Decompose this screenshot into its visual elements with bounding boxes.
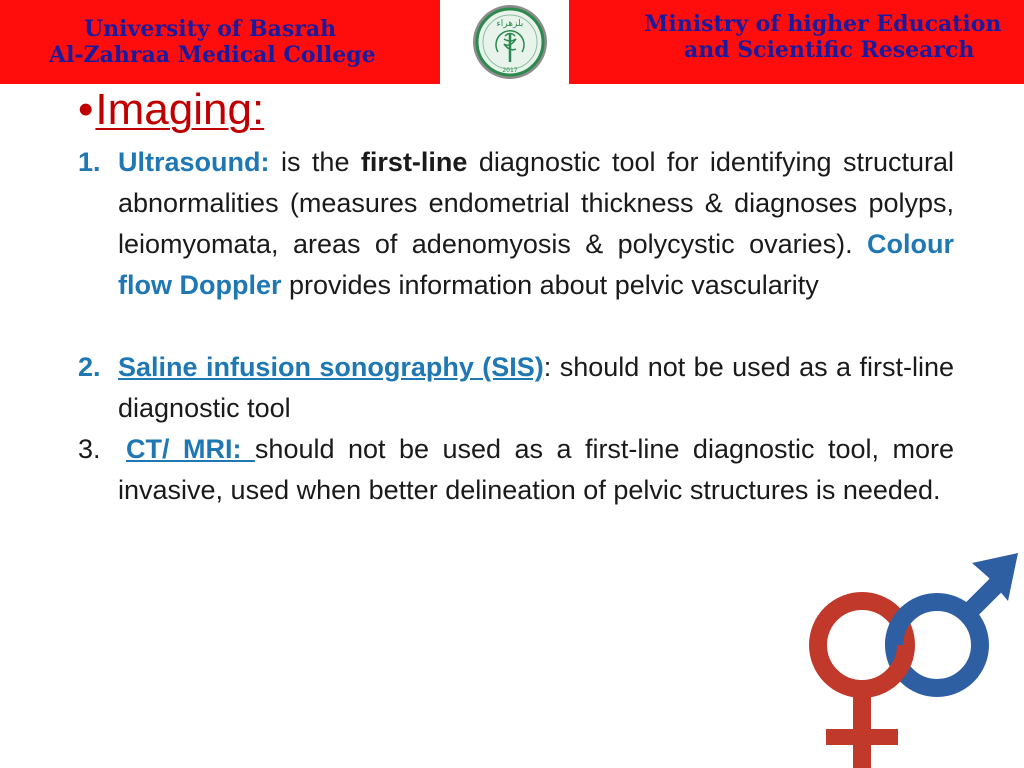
ministry-subtitle: and Scientific Research [684,37,975,63]
item-term: Ultrasound: [118,147,270,177]
list-item-sis [78,347,954,429]
university-name: University of Basrah [84,16,337,42]
logo-arabic-text: بلزهراء [496,19,524,29]
item-emphasis: first-line [360,147,468,177]
item-text: should not be used as a first-line diagnostic tool, more invasive, used when better delineation of pelvic structures is needed. [118,434,954,505]
item-text: is the [269,147,361,177]
item-number: 3. [78,434,101,464]
logo-year-text: 2017 [502,67,518,74]
item-number: 2. [78,352,101,382]
imaging-list [78,142,954,511]
item-number: 1. [78,147,101,177]
ministry-banner [569,0,1024,84]
item-text: provides information about pelvic vascularity [281,270,819,300]
item-text: diagnostic tool for identifying structural abnormalities (measures endometrial thickness & diagnoses polyps, leiomyomata, areas of adenomyosis & polycystic ovaries). [118,147,954,259]
gender-symbols-icon [804,549,1024,768]
heading-bullet: • [78,85,94,134]
college-seal-icon [472,4,548,80]
list-item-ct-mri [78,429,954,511]
section-heading [78,84,264,136]
heading-title: Imaging: [95,85,265,134]
item-text: should not be used as a first-line diagnostic tool [118,352,954,423]
item-term: CT/ MRI: [126,434,255,464]
item-term-doppler: Colour flow Doppler [118,229,954,300]
college-name: Al-Zahraa Medical College [49,42,376,68]
item-term: Saline infusion sonography (SIS) [118,352,544,382]
university-banner [0,0,440,84]
list-item-ultrasound [78,142,954,306]
item-colon: : [543,352,552,382]
ministry-name: Ministry of higher Education [644,11,1002,37]
